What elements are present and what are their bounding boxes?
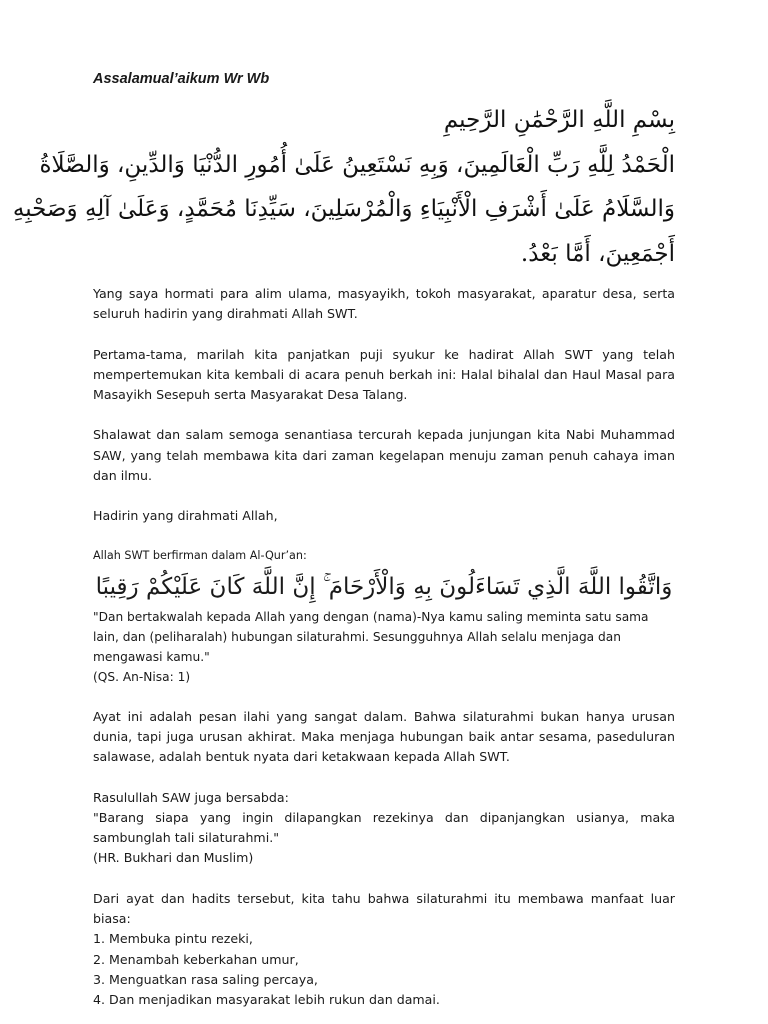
greeting-heading: Assalamual’aikum Wr Wb [93,71,270,87]
list-item: 3. Menguatkan rasa saling percaya, [93,971,318,987]
address-line: Hadirin yang dirahmati Allah, [93,508,278,524]
quran-translation: "Dan bertakwalah kepada Allah yang dengan (nama)-Nya kamu saling meminta satu sama lain, dan (peliharalah) hubungan silaturahmi. Sesungguhnya Allah selalu menjaga dan mengawasi kamu." [93,609,649,664]
benefits-list [93,929,675,1010]
hadith-text: "Barang siapa yang ingin dilapangkan rezekinya dan dipanjangkan usianya, maka sambunglah tali silaturahmi." [93,809,675,846]
basmala-line: بِسْمِ اللَّهِ الرَّحْمَٰنِ الرَّحِيمِ [443,107,675,133]
list-item: 2. Menambah keberkahan umur, [93,951,299,967]
paragraph-explanation: Ayat ini adalah pesan ilahi yang sangat dalam. Bahwa silaturahmi bukan hanya urusan dunia, tapi juga urusan akhirat. Maka menjaga hubungan baik antar sesama, paseduluran salawase, adalah bentuk nyata dari ketakwaan kepada Allah SWT. [93,708,675,765]
hamdalah-line-3: أَجْمَعِينَ، أَمَّا بَعْدُ. [520,240,675,267]
paragraph-respect: Yang saya hormati para alim ulama, masyayikh, tokoh masyarakat, aparatur desa, serta seluruh hadirin yang dirahmati Allah SWT. [93,286,675,322]
hamdalah-line-1: الْحَمْدُ لِلَّهِ رَبِّ الْعَالَمِينَ، وَبِهِ نَسْتَعِينُ عَلَىٰ أُمُورِ الدُّنْيَا وَالدِّينِ، وَالصَّلَاةُ [39,151,675,178]
list-item: 4. Dan menjadikan masyarakat lebih rukun dan damai. [93,992,440,1008]
quran-verse-arabic: وَاتَّقُوا اللَّهَ الَّذِي تَسَاءَلُونَ بِهِ وَالْأَرْحَامَ ۚ إِنَّ اللَّهَ كَانَ عَلَيْكُمْ رَقِيبًا [95,573,673,600]
quran-source: (QS. An-Nisa: 1) [93,669,191,684]
list-item: 1. Membuka pintu rezeki, [93,931,253,947]
arabic-opening-prayer [12,98,675,276]
hamdalah-line-2: وَالسَّلَامُ عَلَىٰ أَشْرَفِ الْأَنْبِيَاءِ وَالْمُرْسَلِينَ، سَيِّدِنَا مُحَمَّدٍ، وَعَلَىٰ آلِهِ وَصَحْبِهِ [12,196,675,222]
document-page [12,66,675,1011]
hadith-intro: Rasulullah SAW juga bersabda: [93,789,289,805]
paragraph-shalawat: Shalawat dan salam semoga senantiasa tercurah kepada junjungan kita Nabi Muhammad SAW, yang telah membawa kita dari zaman kegelapan menuju zaman penuh cahaya iman dan ilmu. [93,427,675,484]
paragraph-gratitude: Pertama-tama, marilah kita panjatkan puji syukur ke hadirat Allah SWT yang telah mempertemukan kita kembali di acara penuh berkah ini: Halal bihalal dan Haul Masal para Masayikh Sesepuh serta Masyarakat Desa Talang. [93,346,675,403]
hadith-source: (HR. Bukhari dan Muslim) [93,850,254,866]
quran-intro: Allah SWT berfirman dalam Al-Qur’an: [93,548,307,562]
benefits-intro: Dari ayat dan hadits tersebut, kita tahu bahwa silaturahmi itu membawa manfaat luar biasa: [93,890,675,927]
